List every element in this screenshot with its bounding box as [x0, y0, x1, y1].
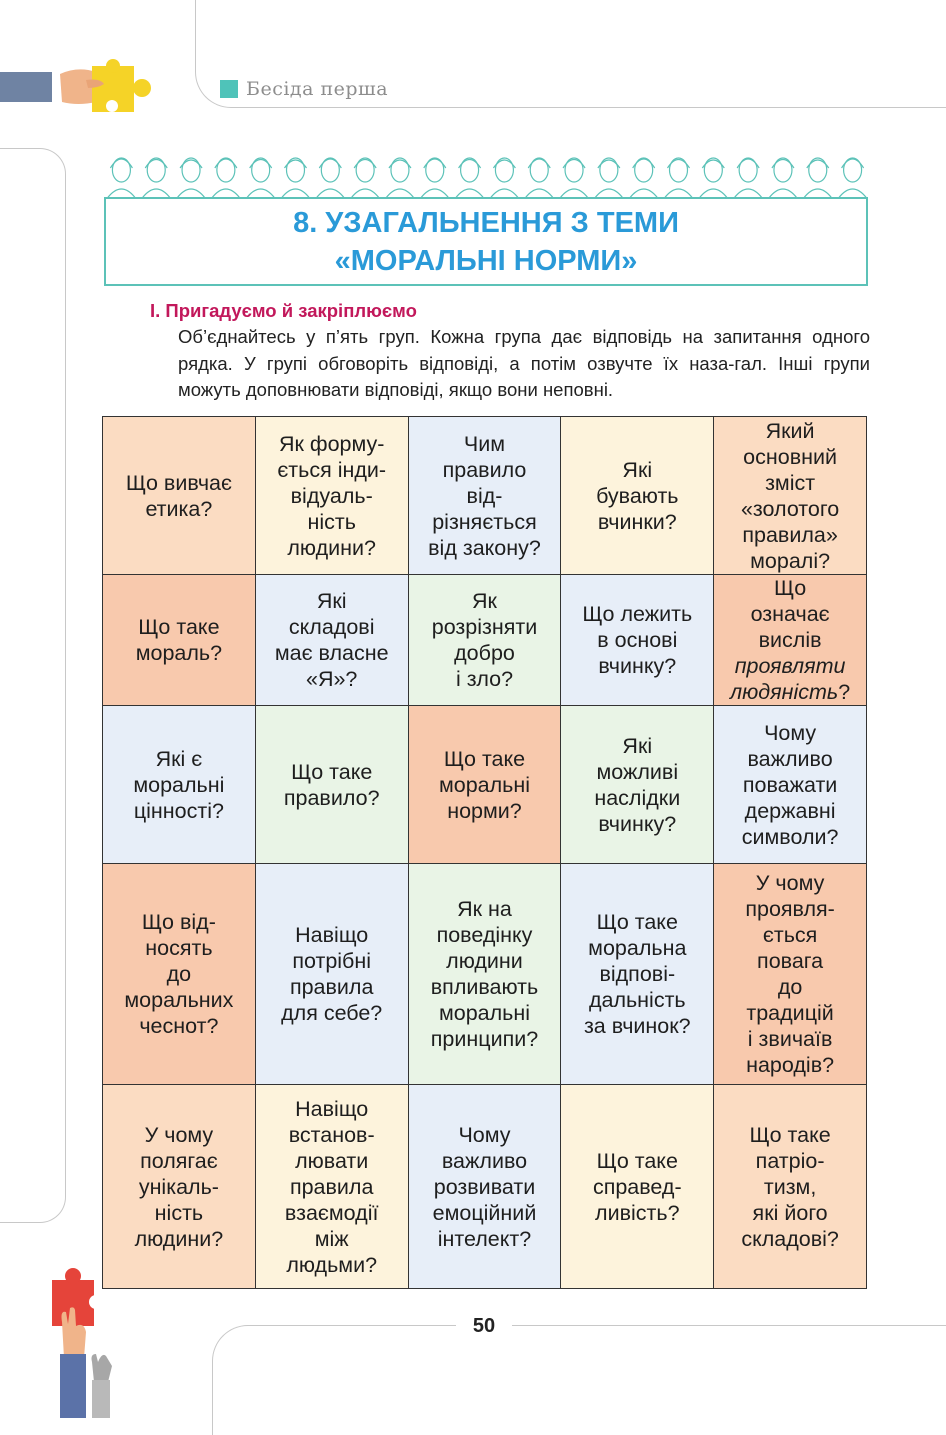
section-header: [220, 74, 388, 104]
hand-with-yellow-puzzle-icon: [0, 58, 160, 118]
table-cell: Чому важливо розвивати емоційний інтелект?: [408, 1085, 561, 1289]
table-row: [103, 575, 867, 706]
table-cell: Які є моральні цінності?: [103, 706, 256, 864]
table-cell: Що лежить в основі вчинку?: [561, 575, 714, 706]
table-cell: Що таке моральна відпові- дальність за вчинок?: [561, 864, 714, 1085]
table-cell: Які складові має власне «Я»?: [255, 575, 408, 706]
table-cell: У чому полягає унікаль- ність людини?: [103, 1085, 256, 1289]
table-cell: Що таке моральні норми?: [408, 706, 561, 864]
title-line-1: 8. УЗАГАЛЬНЕННЯ З ТЕМИ: [293, 206, 679, 239]
subsection-heading: I. Пригадуємо й закріплюємо: [150, 300, 417, 321]
table-cell: Що вивчає етика?: [103, 417, 256, 575]
table-cell: Що означає вислів проявляти людяність?: [714, 575, 867, 706]
table-cell: Який основний зміст «золотого правила» моралі?: [714, 417, 867, 575]
table-cell: Які бувають вчинки?: [561, 417, 714, 575]
table-cell: Що таке справед- ливість?: [561, 1085, 714, 1289]
table-row: [103, 864, 867, 1085]
table-row: [103, 1085, 867, 1289]
section-square-icon: [220, 80, 238, 98]
title-box: [104, 197, 868, 286]
subsection-instructions: Об’єднайтесь у п’ять груп. Кожна група дає відповідь на запитання одного рядка. У групі обговоріть відповіді, а потім озвучте їх наза-гал. Інші групи можуть доповнювати відповіді, якщо вони неповні.: [178, 326, 870, 400]
table-cell: Чим правило від- різняється від закону?: [408, 417, 561, 575]
table-cell: Чому важливо поважати державні символи?: [714, 706, 867, 864]
table-cell: Що таке патріо- тизм, які його складові?: [714, 1085, 867, 1289]
page-number-box: [456, 1312, 512, 1340]
questions-table: [102, 416, 867, 1289]
italic-phrase-2: людяність: [729, 680, 839, 704]
table-cell: Що таке правило?: [255, 706, 408, 864]
table-cell: Як форму- ється інди- відуаль- ність людини?: [255, 417, 408, 575]
table-row: [103, 417, 867, 575]
table-cell: Як розрізняти добро і зло?: [408, 575, 561, 706]
left-margin-frame: [0, 148, 66, 1223]
page-number: 50: [472, 1314, 496, 1337]
page-frame-bottom: [212, 1325, 946, 1435]
raised-hands-red-puzzle-icon: [40, 1262, 130, 1418]
table-cell: У чому проявля- ється повага до традицій і звичаїв народів?: [714, 864, 867, 1085]
table-row: [103, 706, 867, 864]
table-cell: Як на поведінку людини впливають моральні принципи?: [408, 864, 561, 1085]
table-cell: Що таке мораль?: [103, 575, 256, 706]
people-faces-icon: [104, 152, 870, 198]
table-cell: Які можливі наслідки вчинку?: [561, 706, 714, 864]
italic-phrase-1: проявляти: [734, 654, 846, 678]
table-cell: Навіщо встанов- лювати правила взаємодії між людьми?: [255, 1085, 408, 1289]
table-cell: Що від- носять до моральних чеснот?: [103, 864, 256, 1085]
subsection: [150, 299, 870, 404]
section-label: Бесіда перша: [246, 78, 389, 100]
title-line-2: «МОРАЛЬНІ НОРМИ»: [334, 244, 638, 277]
table-cell: Навіщо потрібні правила для себе?: [255, 864, 408, 1085]
question-mark: ?: [838, 680, 851, 704]
